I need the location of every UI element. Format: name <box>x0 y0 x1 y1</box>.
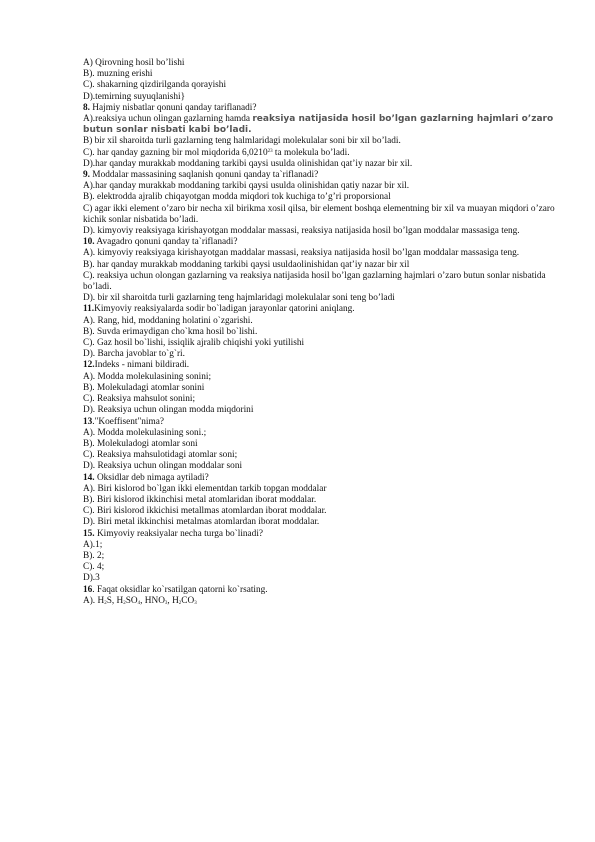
q9-question <box>83 170 555 181</box>
q12-option-d: D). Reaksiya uchun olingan modda miqdorini <box>83 405 254 416</box>
formula-subscript: 3 <box>164 600 168 606</box>
q11-text: Kimyoviy reaksiyalarda sodir bo`ladigan jarayonlar qatorini aniqlang. <box>94 304 355 315</box>
q8-option-c-prefix: C). har qanday gazning bir mol miqdorida 6,0210 <box>83 147 268 158</box>
q13-option-b: B). Molekuladogi atomlar soni <box>83 438 198 449</box>
q14-option-c: C). Biri kislorod ikkichisi metallmas atomlardan iborat moddalar. <box>83 506 327 517</box>
q8-option-c <box>83 148 555 159</box>
q7-option-b: B). muzning erishi <box>83 69 153 80</box>
q9-option-d: D). kimyoviy reaksiyaga kirishayotgan moddalar massasi, reaksiya natijasida hosil bo’lgan moddalar massasiga teng. <box>83 226 520 237</box>
q12-option-b: B). Molekuladagi atomlar sonini <box>83 382 205 393</box>
q16-text: . Faqat oksidlar ko`rsatilgan qatorni ko`rsating. <box>92 584 268 595</box>
q15-text: Kimyoviy reaksiyalar necha turga bo`linadi? <box>94 528 264 539</box>
q10-option-d: D). bir xil sharoitda turli gazlarning teng hajmlaridagi molekulalar soni teng bo’ladi <box>83 293 395 304</box>
formula-subscript: 2 <box>104 600 107 606</box>
q7-option-a: A) Qirovning hosil bo’lishi <box>83 58 185 68</box>
q14-text: Oksidlar deb nimaga aytiladi? <box>94 472 209 483</box>
q14-option-d: D). Biri metal ikkinchisi metalmas atomlardan iborat moddalar. <box>83 517 320 528</box>
q10-question <box>83 237 555 248</box>
q15-option-b: B). 2; <box>83 550 105 561</box>
q9-text: Moddalar massasining saqlanish qonuni qanday ta`riflanadi? <box>89 170 319 181</box>
q11-number: 11. <box>83 304 95 315</box>
formula-part: CO <box>181 595 195 606</box>
q10-text: Avagadro qonuni qanday ta`riflanadi? <box>94 237 238 248</box>
formula-subscript: 4 <box>137 600 141 606</box>
q16-number: 16 <box>83 584 93 595</box>
q7-option-c: C). shakarning qizdirilganda qorayishi <box>83 80 227 91</box>
formula-subscript: 2 <box>178 600 182 606</box>
q13-option-d: D). Reaksiya uchun olingan moddalar soni <box>83 461 243 472</box>
q14-option-a: A). Biri kislorod bo`lgan ikki elementdan tarkib topgan moddalar <box>83 483 327 494</box>
q9-number: 9. <box>83 170 90 181</box>
q9-option-b: B). elektrodda ajralib chiqayotgan modda miqdori tok kuchiga to’g’ri proporsional <box>83 192 391 203</box>
q8-option-c-exponent: 23 <box>267 148 273 154</box>
q12-option-a: A). Modda molekulasining sonini; <box>83 371 212 382</box>
q15-option-c: C). 4; <box>83 562 105 573</box>
q8-option-a-prefix: A).reaksiya uchun olingan gazlarning hamda <box>83 114 253 125</box>
q15-option-a: A).1; <box>83 539 103 550</box>
formula-part: , H <box>167 595 179 606</box>
q10-number: 10. <box>83 237 95 248</box>
q8-option-a <box>83 114 555 136</box>
q9-option-a: A).har qanday murakkab moddaning tarkibi qaysi usulda olinishidan qatiy nazar bir xil. <box>83 181 410 192</box>
q12-number: 12. <box>83 360 95 371</box>
formula-part: S, H <box>106 595 124 606</box>
q9-option-c: C) agar ikki element o’zaro bir necha xil birikma xosil qilsa, bir element boshqa elementning bir xil va muayan miqdori o’zaro kichik sonlar nisbatida bo’ladi. <box>83 203 555 225</box>
q14-number: 14. <box>83 472 95 483</box>
q8-text: Hajmiy nisbatlar qonuni qanday tariflanadi? <box>89 102 257 113</box>
q8-option-d: D).har qanday murakkab moddaning tarkibi qaysi usulda olinishidan qat’iy nazar bir xil. <box>83 158 413 169</box>
formula-part: , HNO <box>140 595 165 606</box>
q12-question <box>83 360 555 371</box>
q14-option-b: B). Biri kislorod ikkinchisi metal atomlaridan iborat moddalar. <box>83 494 317 505</box>
q16-question <box>83 585 555 596</box>
q12-option-c: C). Reaksiya mahsulot sonini; <box>83 394 196 405</box>
q12-text: Indeks - nimani bildiradi. <box>94 360 190 371</box>
q8-number: 8. <box>83 102 90 113</box>
q14-question <box>83 473 555 484</box>
q7-option-d: D).temirning suyuqlanishi} <box>83 91 186 102</box>
q13-option-a: A). Modda molekulasining soni.; <box>83 427 207 438</box>
q8-option-c-suffix: ta molekula bo’ladi. <box>272 147 350 158</box>
q11-option-d: D). Barcha javoblar to`g`ri. <box>83 349 185 360</box>
q10-option-c: C). reaksiya uchun olongan gazlarning va reaksiya natijasida hosil bo’lgan gazlarning hajmlari o’zaro butun sonlar nisbatida bo’ladi. <box>83 270 546 293</box>
q13-question <box>83 417 555 428</box>
formula-part: A). H <box>83 595 105 606</box>
q8-option-a-highlight: reaksiya natijasida hosil bo’lgan gazlarning hajmlari o’zaro butun sonlar nisbati kabi bo’ladi. <box>83 114 554 136</box>
q11-question <box>83 304 555 315</box>
q11-option-a: A). Rang, hid, moddaning holatini o`zgarishi. <box>83 315 253 326</box>
q10-option-b: B). har qanday murakkab moddaning tarkibi qaysi usuldaolinishidan qat’iy nazar bir xil <box>83 259 410 270</box>
formula-subscript: 2 <box>123 600 126 606</box>
q13-option-c: C). Reaksiya mahsulotidagi atomlar soni; <box>83 450 238 461</box>
q16-option-a <box>83 596 555 607</box>
formula-subscript: 3 <box>194 600 197 606</box>
q8-question <box>83 103 555 114</box>
q13-text: ."Koeffisent"nima? <box>92 416 164 427</box>
q15-option-d: D).3 <box>83 573 100 584</box>
q15-question <box>83 529 555 540</box>
q13-number: 13 <box>83 416 93 427</box>
q11-option-b: B). Suvda erimaydigan cho`kma hosil bo`lishi. <box>83 326 258 337</box>
q15-number: 15. <box>83 528 95 539</box>
formula-part: SO <box>125 595 138 606</box>
q11-option-c: C). Gaz hosil bo`lishi, issiqlik ajralib chiqishi yoki yutilishi <box>83 338 305 349</box>
q10-option-a: A). kimyoviy reaksiyaga kirishayotgan maddalar massasi, reaksiya natijasida hosil bo’lgan moddalar massasiga teng. <box>83 248 520 259</box>
q8-option-b: B) bir xil sharoitda turli gazlarning teng halmlaridagi molekulalar soni bir xil bo’ladi. <box>83 136 401 147</box>
